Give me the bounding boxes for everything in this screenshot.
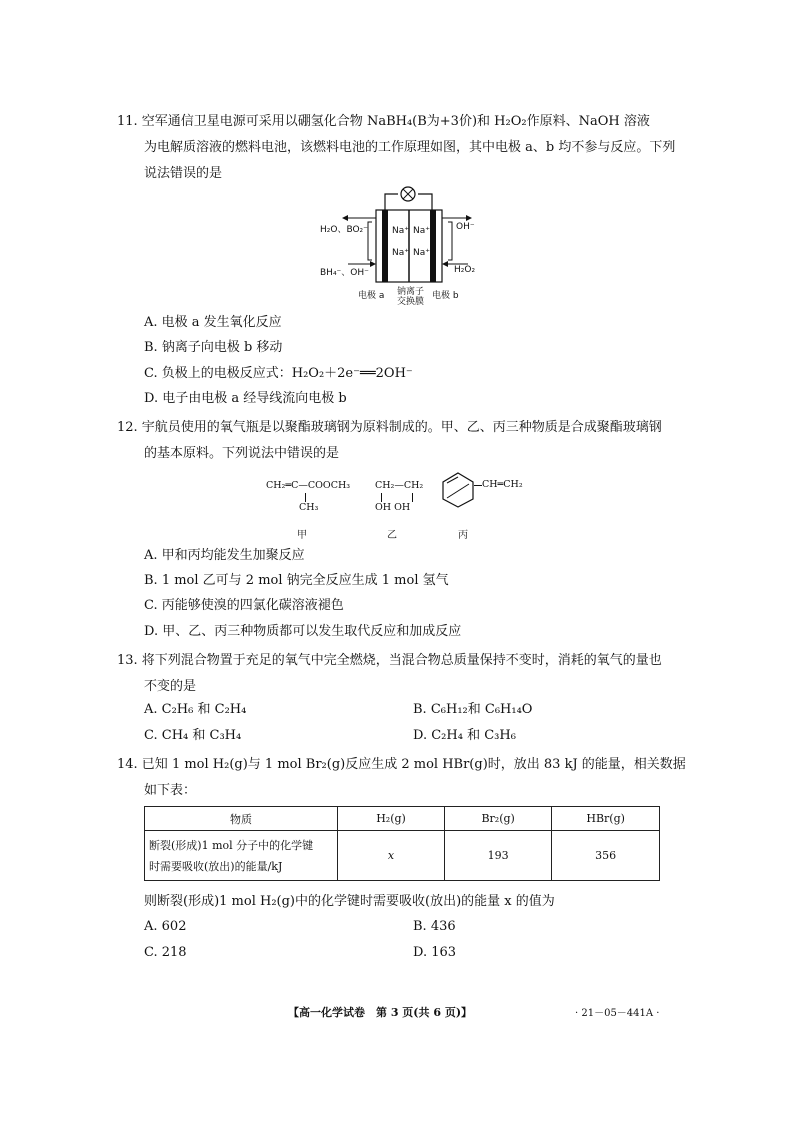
right-top-label: OH⁻ xyxy=(456,222,475,232)
table-header-br2: Br₂(g) xyxy=(445,807,552,831)
table-row-label-line-2: 时需要吸收(放出)的能量/kJ xyxy=(149,859,283,873)
table-header-hbr: HBr(g) xyxy=(552,807,660,831)
question-14 xyxy=(117,752,686,804)
table-row-label xyxy=(145,831,338,881)
q14-option-c: C. 218 xyxy=(144,945,187,960)
table-cell-hbr: 356 xyxy=(552,831,660,881)
structure-bing-bond xyxy=(474,485,482,486)
table-cell-h2: x xyxy=(338,831,445,881)
electrode-b-label: 电极 b xyxy=(432,291,459,301)
structure-yi-top: CH₂—CH₂ xyxy=(375,480,424,491)
page-footer-center: 【高一化学试卷 第 3 页(共 6 页)】 xyxy=(288,1006,473,1019)
q13-option-d: D. C₂H₄ 和 C₃H₆ xyxy=(413,728,516,743)
q11-option-d: D. 电子由电极 a 经导线流向电极 b xyxy=(144,391,347,406)
structure-yi-bond-1 xyxy=(381,493,382,502)
right-bottom-label: H₂O₂ xyxy=(454,265,476,275)
structure-jia-sub: CH₃ xyxy=(299,502,319,513)
q14-option-a: A. 602 xyxy=(144,919,187,934)
membrane-label-1: 钠离子 xyxy=(397,287,425,297)
q11-line-3: 说法错误的是 xyxy=(144,166,223,181)
q12-option-a: A. 甲和丙均能发生加聚反应 xyxy=(144,548,305,563)
fuel-cell-figure xyxy=(318,180,488,305)
q11-option-b: B. 钠离子向电极 b 移动 xyxy=(144,340,283,355)
left-bottom-label: BH₄⁻、OH⁻ xyxy=(320,268,369,278)
structure-jia-bond xyxy=(305,493,306,502)
q13-option-c: C. CH₄ 和 C₃H₄ xyxy=(144,728,242,743)
structure-yi-bottom: OH OH xyxy=(375,502,411,513)
q14-question: 则断裂(形成)1 mol H₂(g)中的化学键时需要吸收(放出)的能量 x 的值为 xyxy=(144,894,555,909)
question-12 xyxy=(117,415,677,467)
q12-line-1: 12. 宇航员使用的氧气瓶是以聚酯玻璃钢为原料制成的。甲、乙、丙三种物质是合成聚酯玻璃钢 xyxy=(117,420,662,435)
na-ion-3: Na⁺ xyxy=(392,248,409,258)
na-ion-1: Na⁺ xyxy=(392,226,409,236)
q14-line-1: 14. 已知 1 mol H₂(g)与 1 mol Br₂(g)反应生成 2 mol HBr(g)时，放出 83 kJ 的能量，相关数据 xyxy=(117,757,686,772)
structure-bing-chain: CH═CH₂ xyxy=(482,479,523,490)
na-ion-2: Na⁺ xyxy=(413,226,430,236)
q13-line-1: 13. 将下列混合物置于充足的氧气中完全燃烧，当混合物总质量保持不变时，消耗的氧气的量也 xyxy=(117,653,662,668)
q14-option-b: B. 436 xyxy=(413,919,456,934)
label-yi: 乙 xyxy=(387,530,397,541)
q12-option-c: C. 丙能够使溴的四氯化碳溶液褪色 xyxy=(144,598,344,613)
q14-option-d: D. 163 xyxy=(413,945,457,960)
q13-option-b: B. C₆H₁₂和 C₆H₁₄O xyxy=(413,702,533,717)
q14-line-2: 如下表： xyxy=(144,783,197,798)
table-header-h2: H₂(g) xyxy=(338,807,445,831)
q11-line-1: 11. 空军通信卫星电源可采用以硼氢化合物 NaBH₄(B为+3价)和 H₂O₂作原料、NaOH 溶液 xyxy=(117,114,650,129)
question-11 xyxy=(117,109,677,187)
q12-option-d: D. 甲、乙、丙三种物质都可以发生取代反应和加成反应 xyxy=(144,624,462,639)
table-header-substance: 物质 xyxy=(145,807,338,831)
electrode-a xyxy=(382,210,388,282)
structure-jia-main: CH₂═C—COOCH₃ xyxy=(266,480,351,491)
label-jia: 甲 xyxy=(297,530,307,541)
q12-option-b: B. 1 mol 乙可与 2 mol 钠完全反应生成 1 mol 氢气 xyxy=(144,573,449,588)
table-row-label-line-1: 断裂(形成)1 mol 分子中的化学键 xyxy=(149,838,314,852)
electrode-a-label: 电极 a xyxy=(358,291,385,301)
question-13 xyxy=(117,648,677,700)
q13-option-a: A. C₂H₆ 和 C₂H₄ xyxy=(144,702,247,717)
membrane-label-2: 交换膜 xyxy=(397,297,425,307)
page-footer-code: · 21－05－441A · xyxy=(575,1008,660,1019)
q11-option-c: C. 负极上的电极反应式：H₂O₂＋2e⁻══2OH⁻ xyxy=(144,366,413,381)
electrode-b xyxy=(430,210,436,282)
table-cell-br2: 193 xyxy=(445,831,552,881)
benzene-ring-icon xyxy=(440,470,476,510)
q12-line-2: 的基本原料。下列说法中错误的是 xyxy=(144,446,340,461)
q13-line-2: 不变的是 xyxy=(144,679,197,694)
structure-yi-bond-2 xyxy=(412,493,413,502)
q11-line-2: 为电解质溶液的燃料电池，该燃料电池的工作原理如图，其中电极 a、b 均不参与反应。下列 xyxy=(144,140,676,155)
label-bing: 丙 xyxy=(458,530,468,541)
q11-option-a: A. 电极 a 发生氧化反应 xyxy=(144,315,282,330)
na-ion-4: Na⁺ xyxy=(413,248,430,258)
left-top-label: H₂O、BO₂⁻ xyxy=(320,225,368,235)
energy-table xyxy=(144,806,660,881)
